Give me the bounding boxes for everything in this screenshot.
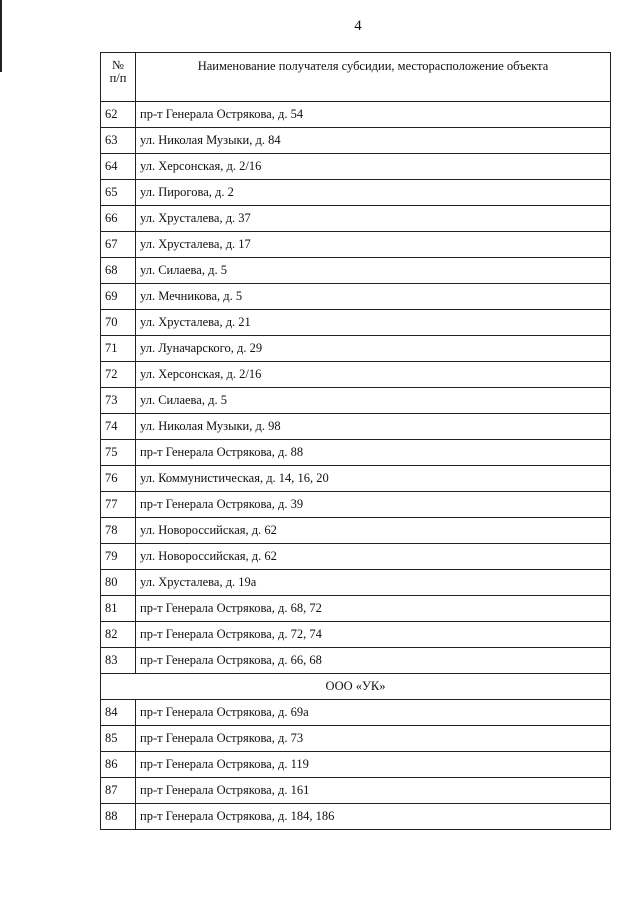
- row-address: пр-т Генерала Острякова, д. 54: [136, 102, 611, 128]
- table-row: [101, 804, 611, 830]
- row-address: ул. Херсонская, д. 2/16: [136, 154, 611, 180]
- row-number: 69: [101, 284, 136, 310]
- row-address: ул. Николая Музыки, д. 84: [136, 128, 611, 154]
- table-header-row: [101, 53, 611, 102]
- page-number: 4: [354, 18, 362, 34]
- table-row: [101, 466, 611, 492]
- row-address: ул. Хрусталева, д. 19а: [136, 570, 611, 596]
- row-number: 78: [101, 518, 136, 544]
- row-number: 88: [101, 804, 136, 830]
- table-row: [101, 154, 611, 180]
- row-address: пр-т Генерала Острякова, д. 119: [136, 752, 611, 778]
- table-row: [101, 388, 611, 414]
- row-address: пр-т Генерала Острякова, д. 66, 68: [136, 648, 611, 674]
- header-number-column: [101, 53, 136, 102]
- recipients-table: [100, 52, 611, 830]
- row-address: пр-т Генерала Острякова, д. 69а: [136, 700, 611, 726]
- row-address: пр-т Генерала Острякова, д. 73: [136, 726, 611, 752]
- row-number: 75: [101, 440, 136, 466]
- scan-edge-mark: [0, 0, 2, 72]
- table-row: [101, 284, 611, 310]
- row-address: ул. Силаева, д. 5: [136, 258, 611, 284]
- row-address: ул. Хрусталева, д. 21: [136, 310, 611, 336]
- row-address: пр-т Генерала Острякова, д. 88: [136, 440, 611, 466]
- row-number: 79: [101, 544, 136, 570]
- table-row: [101, 206, 611, 232]
- row-number: 87: [101, 778, 136, 804]
- row-address: ул. Новороссийская, д. 62: [136, 518, 611, 544]
- table-row: [101, 596, 611, 622]
- row-address: ул. Хрусталева, д. 37: [136, 206, 611, 232]
- row-number: 66: [101, 206, 136, 232]
- table-row: [101, 518, 611, 544]
- row-address: ул. Херсонская, д. 2/16: [136, 362, 611, 388]
- row-number: 70: [101, 310, 136, 336]
- row-number: 62: [101, 102, 136, 128]
- row-number: 85: [101, 726, 136, 752]
- table-row: [101, 440, 611, 466]
- row-number: 68: [101, 258, 136, 284]
- row-number: 80: [101, 570, 136, 596]
- row-number: 63: [101, 128, 136, 154]
- table-row: [101, 414, 611, 440]
- row-address: пр-т Генерала Острякова, д. 39: [136, 492, 611, 518]
- table-row: [101, 310, 611, 336]
- row-address: ул. Хрусталева, д. 17: [136, 232, 611, 258]
- table-row: [101, 544, 611, 570]
- group-header-row: [101, 674, 611, 700]
- row-address: пр-т Генерала Острякова, д. 184, 186: [136, 804, 611, 830]
- row-number: 77: [101, 492, 136, 518]
- row-number: 72: [101, 362, 136, 388]
- row-number: 65: [101, 180, 136, 206]
- row-address: пр-т Генерала Острякова, д. 68, 72: [136, 596, 611, 622]
- row-number: 67: [101, 232, 136, 258]
- row-address: ул. Пирогова, д. 2: [136, 180, 611, 206]
- table-row: [101, 778, 611, 804]
- row-number: 71: [101, 336, 136, 362]
- row-address: ул. Луначарского, д. 29: [136, 336, 611, 362]
- row-number: 84: [101, 700, 136, 726]
- header-number-abbrev: п/п: [109, 71, 127, 85]
- row-address: пр-т Генерала Острякова, д. 161: [136, 778, 611, 804]
- row-number: 83: [101, 648, 136, 674]
- row-number: 73: [101, 388, 136, 414]
- table-row: [101, 362, 611, 388]
- group-title: ООО «УК»: [101, 674, 611, 700]
- table-row: [101, 752, 611, 778]
- row-number: 74: [101, 414, 136, 440]
- row-address: ул. Новороссийская, д. 62: [136, 544, 611, 570]
- row-address: ул. Николая Музыки, д. 98: [136, 414, 611, 440]
- row-number: 81: [101, 596, 136, 622]
- row-address: ул. Мечникова, д. 5: [136, 284, 611, 310]
- table-row: [101, 726, 611, 752]
- table-row: [101, 336, 611, 362]
- table-row: [101, 258, 611, 284]
- table-row: [101, 648, 611, 674]
- table-row: [101, 180, 611, 206]
- row-address: пр-т Генерала Острякова, д. 72, 74: [136, 622, 611, 648]
- row-number: 86: [101, 752, 136, 778]
- table-row: [101, 700, 611, 726]
- table-row: [101, 128, 611, 154]
- header-name-column: Наименование получателя субсидии, месторасположение объекта: [136, 53, 611, 102]
- row-address: ул. Коммунистическая, д. 14, 16, 20: [136, 466, 611, 492]
- table-row: [101, 492, 611, 518]
- table-row: [101, 232, 611, 258]
- row-address: ул. Силаева, д. 5: [136, 388, 611, 414]
- table-row: [101, 570, 611, 596]
- row-number: 82: [101, 622, 136, 648]
- table-row: [101, 622, 611, 648]
- header-number-symbol: №: [112, 58, 124, 72]
- table-row: [101, 102, 611, 128]
- row-number: 64: [101, 154, 136, 180]
- table-body: [101, 102, 611, 830]
- row-number: 76: [101, 466, 136, 492]
